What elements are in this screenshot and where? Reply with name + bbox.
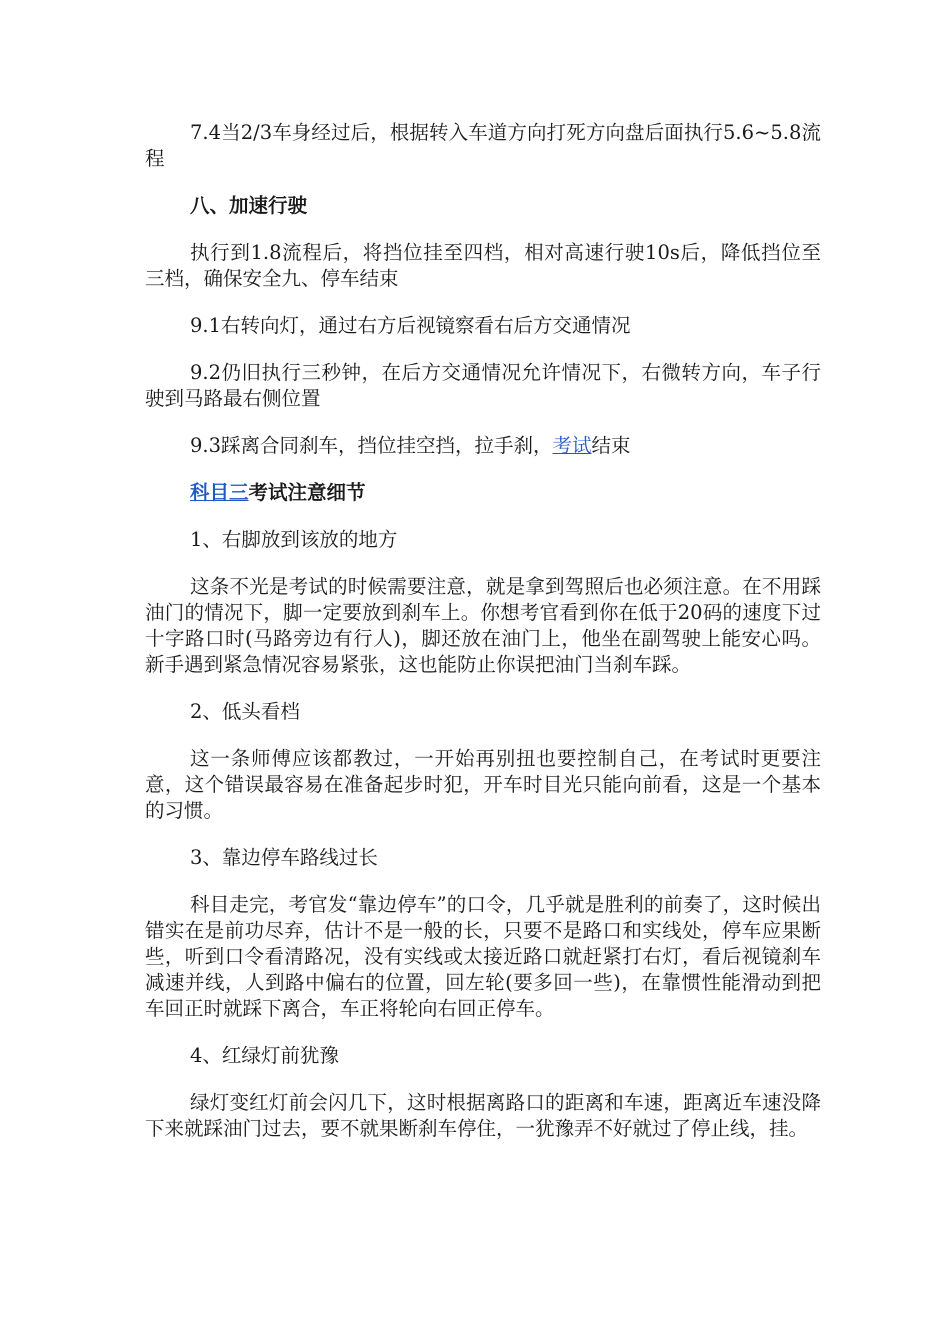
section-heading-notes-text: 考试注意细节 <box>248 481 366 504</box>
subheading-look-down: 2、低头看档 <box>190 700 300 723</box>
paragraph-traffic-light: 绿灯变红灯前会闪几下，这时根据离路口的距离和车速，距离近车速没降下来就踩油门过去，要不就果断刹车停住，一犹豫弄不好就过了停止线，挂。 <box>145 1091 821 1140</box>
subject-three-link[interactable]: 科目三 <box>190 481 249 504</box>
subheading-parking: 3、靠边停车路线过长 <box>190 846 378 869</box>
document-page <box>145 120 821 1163</box>
paragraph-parking: 科目走完，考官发“靠边停车”的口令，几乎就是胜利的前奏了，这时候出错实在是前功尽弃，估计不是一般的长，只要不是路口和实线处，停车应果断些，听到口令看清路况，没有实线或太接近路口就赶紧打右灯，看后视镜刹车减速并线，人到路中偏右的位置，回左轮(要多回一些)，在靠惯性能滑动到把车回正时就踩下离合，车正将轮向右回正停车。 <box>145 893 821 1020</box>
subheading-right-foot: 1、右脚放到该放的地方 <box>190 528 398 551</box>
paragraph-look-down: 这一条师傅应该都教过，一开始再别扭也要控制自己，在考试时更要注意，这个错误最容易在准备起步时犯，开车时目光只能向前看，这是一个基本的习惯。 <box>145 747 821 822</box>
paragraph-7-4: 7.4当2/3车身经过后，根据转入车道方向打死方向盘后面执行5.6~5.8流程 <box>145 121 821 170</box>
paragraph-accelerate: 执行到1.8流程后，将挡位挂至四档，相对高速行驶10s后，降低挡位至三档，确保安全九、停车结束 <box>145 241 821 290</box>
section-heading-notes <box>145 480 821 506</box>
paragraph-9-3 <box>145 433 821 459</box>
subheading-traffic-light: 4、红绿灯前犹豫 <box>190 1044 339 1067</box>
paragraph-9-2: 9.2仍旧执行三秒钟，在后方交通情况允许情况下，右微转方向，车子行驶到马路最右侧位置 <box>145 361 821 410</box>
paragraph-9-3-end: 结束 <box>591 434 631 457</box>
paragraph-right-foot: 这条不光是考试的时候需要注意，就是拿到驾照后也必须注意。在不用踩油门的情况下，脚一定要放到刹车上。你想考官看到你在低于20码的速度下过十字路口时(马路旁边有行人)，脚还放在油门上，他坐在副驾驶上能安心吗。新手遇到紧急情况容易紧张，这也能防止你误把油门当刹车踩。 <box>145 575 821 676</box>
section-heading-8: 八、加速行驶 <box>190 194 308 217</box>
paragraph-9-1: 9.1右转向灯，通过右方后视镜察看右后方交通情况 <box>190 314 631 337</box>
exam-link[interactable]: 考试 <box>552 434 592 457</box>
paragraph-9-3-text: 9.3踩离合同刹车，挡位挂空挡，拉手刹， <box>190 434 553 457</box>
